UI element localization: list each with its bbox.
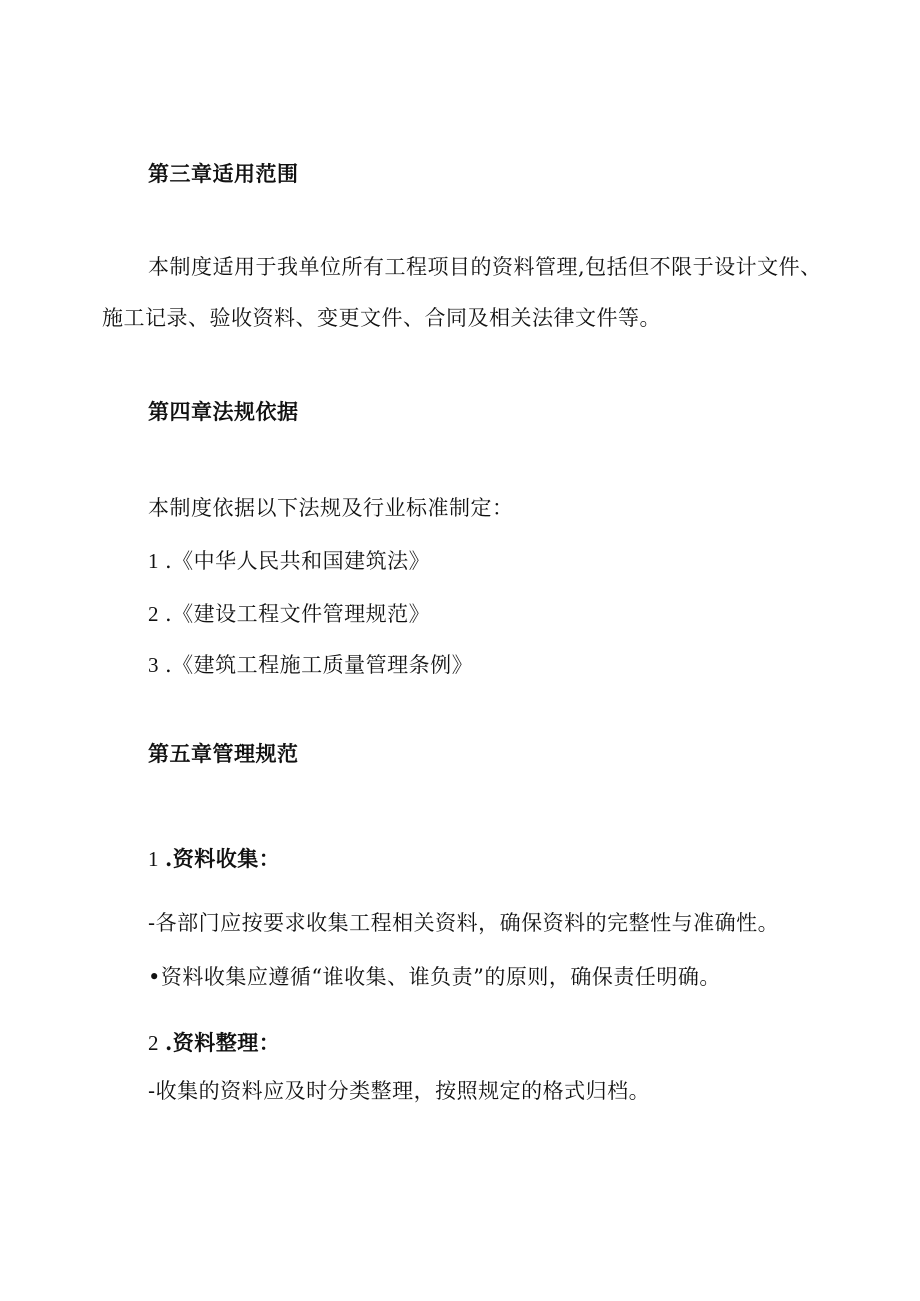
section-heading [148, 845, 280, 873]
section-title: .资料收集： [165, 846, 281, 871]
chapter5-title: 第五章管理规范 [148, 742, 299, 766]
law-item [148, 651, 473, 679]
law-text: .《建筑工程施工质量管理条例》 [165, 653, 474, 677]
chapter4-intro: 本制度依据以下法规及行业标准制定： [148, 496, 514, 520]
section-item: -收集的资料应及时分类整理，按照规定的格式归档。 [148, 1079, 651, 1103]
section-item: -各部门应按要求收集工程相关资料，确保资料的完整性与准确性。 [148, 911, 780, 935]
law-number: 2 [148, 602, 159, 626]
law-item [148, 600, 430, 628]
law-number: 3 [148, 653, 159, 677]
law-text: .《建设工程文件管理规范》 [165, 602, 431, 626]
chapter4-title: 第四章法规依据 [148, 400, 299, 424]
section-number: 1 [148, 847, 159, 871]
law-text: .《中华人民共和国建筑法》 [165, 549, 431, 573]
law-item [148, 547, 430, 575]
section-item: •资料收集应遵循“谁收集、谁负责”的原则，确保责任明确。 [148, 965, 721, 989]
chapter3-paragraph-line2: 施工记录、验收资料、变更文件、合同及相关法律文件等。 [102, 306, 661, 330]
chapter3-title: 第三章适用范围 [148, 162, 299, 186]
section-title: .资料整理： [165, 1030, 281, 1055]
chapter3-paragraph-line1: 本制度适用于我单位所有工程项目的资料管理,包括但不限于设计文件、 [148, 255, 822, 279]
section-number: 2 [148, 1031, 159, 1055]
section-heading [148, 1029, 280, 1057]
law-number: 1 [148, 549, 159, 573]
